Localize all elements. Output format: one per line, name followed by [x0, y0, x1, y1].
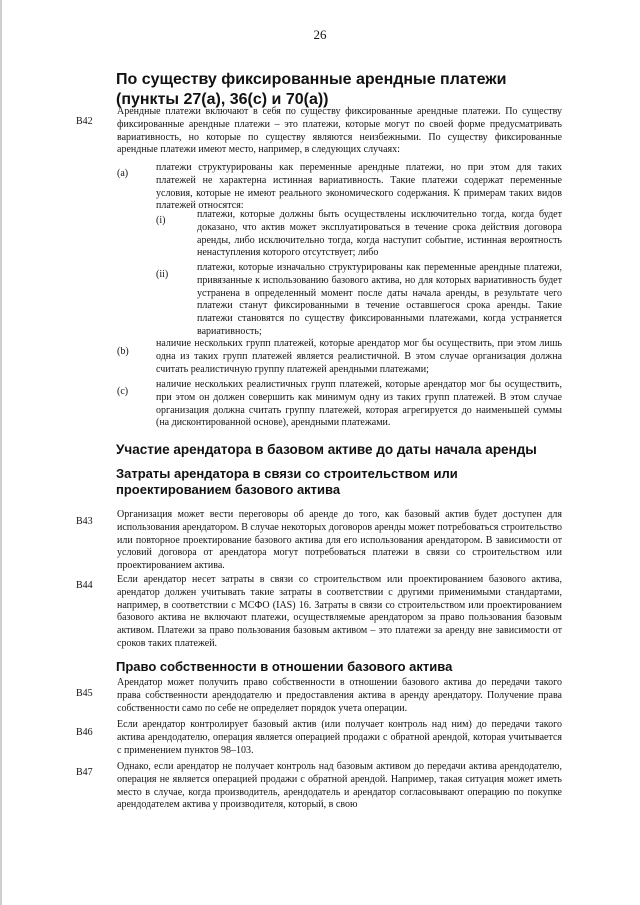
item-label-a-ii: (ii) — [156, 269, 169, 280]
item-c: наличие нескольких реалистичных групп платежей, которые арендатор мог бы осуществить, при этом он должен совершить как минимум одну из таких групп платежей. В этом случае организация должна считать группу платежей, которая агрегируется до наименьшей суммы (на дисконтированной основе), арендными платежами. — [156, 379, 562, 429]
paragraph-b42: Арендные платежи включают в себя по существу фиксированные арендные платежи. По существу фиксированные арендные платежи – это платежи, которые могут по своей форме предусматривать вариативность, но которые по существу являются неизбежными. По существу фиксированные арендные платежи имеют место, например, в следующих случаях: — [117, 106, 562, 156]
subsection-heading-ownership: Право собственности в отношении базового актива — [116, 659, 453, 674]
paragraph-b46: Если арендатор контролирует базовый актив (или получает контроль над ним) до передачи такого актива арендодателю, операция является операцией продажи с обратной арендой, которая учитывается с применением пунктов 98–103. — [117, 719, 562, 756]
item-label-c: (c) — [117, 386, 129, 397]
item-a: платежи структурированы как переменные арендные платежи, но при этом для таких платежей не характерна истинная вариативность. Такие платежи содержат переменные условия, которые не имеют реального экономического содержания. К примерам таких видов платежей относятся: — [156, 162, 562, 212]
paragraph-label-b46: B46 — [76, 727, 93, 738]
page-number: 26 — [313, 27, 327, 42]
paragraph-label-b44: B44 — [76, 580, 93, 591]
item-a-i: платежи, которые должны быть осуществлены исключительно тогда, когда будет доказано, что актив может эксплуатироваться в течение срока действия договора аренды, либо исключительно тогда, когда наступит событие, истинная вероятность ненаступления которого отсутствует; либо — [197, 209, 562, 259]
paragraph-b47: Однако, если арендатор не получает контроль над базовым активом до передачи актива арендодателю, операция не является операцией продажи с обратной арендой. Например, такая ситуация может иметь место в случае, когда производитель, арендодатель и арендатор согласовывают операцию по покупке арендодателем актива у производителя, который, в свою — [117, 761, 562, 811]
item-label-b: (b) — [117, 346, 129, 357]
item-label-a: (a) — [117, 168, 129, 179]
paragraph-b45: Арендатор может получить право собственности в отношении базового актива до передачи такого права собственности арендодателю и предоставления актива в аренду арендатору. Получение права собственности само по себе не определяет порядок учета операции. — [117, 677, 562, 714]
paragraph-b44: Если арендатор несет затраты в связи со строительством или проектированием базового актива, арендатор должен учитывать такие затраты в соответствии с другими применимыми стандартами, например, в соответствии с МСФО (IAS) 16. Затраты в связи со строительством или проектированием базового актива не включают платежи, осуществляемые арендатором за право пользования базовым активом. Платежи за право пользования базовым активом – это платежи за аренду вне зависимости от сроков таких платежей. — [117, 574, 562, 649]
paragraph-label-b42: B42 — [76, 116, 93, 127]
paragraph-label-b47: B47 — [76, 767, 93, 778]
paragraph-label-b43: B43 — [76, 516, 93, 527]
paragraph-label-b45: B45 — [76, 688, 93, 699]
section-heading-lessee-involvement: Участие арендатора в базовом активе до даты начала аренды — [116, 442, 537, 457]
section-heading-fixed-payments: По существу фиксированные арендные платежи (пункты 27(a), 36(c) и 70(a)) — [116, 71, 507, 108]
subsection-heading-construction-costs: Затраты арендатора в связи со строительством или проектированием базового актива — [116, 466, 458, 497]
item-b: наличие нескольких групп платежей, которые арендатор мог бы осуществить, при этом лишь одна из таких групп платежей является реалистичной. В этом случае организация должна считать реалистичную группу платежей арендными платежами; — [156, 338, 562, 375]
scan-edge — [0, 0, 2, 905]
item-label-a-i: (i) — [156, 215, 166, 226]
paragraph-b43: Организация может вести переговоры об аренде до того, как базовый актив будет доступен для использования арендатором. В случае некоторых договоров аренды может потребоваться строительство или повторное проектирование базового актива для его использования арендатором. В зависимости от условий договора от арендатора могут потребоваться платежи в связи со строительством или проектированием актива. — [117, 509, 562, 572]
item-a-ii: платежи, которые изначально структурированы как переменные арендные платежи, привязанные к использованию базового актива, но для которых вариативность будет устранена в определенный момент после даты начала аренды, в результате чего платежи станут фиксированными в течение оставшегося срока аренды. Такие платежи становятся по существу фиксированными платежами, когда устраняется вариативность; — [197, 262, 562, 337]
